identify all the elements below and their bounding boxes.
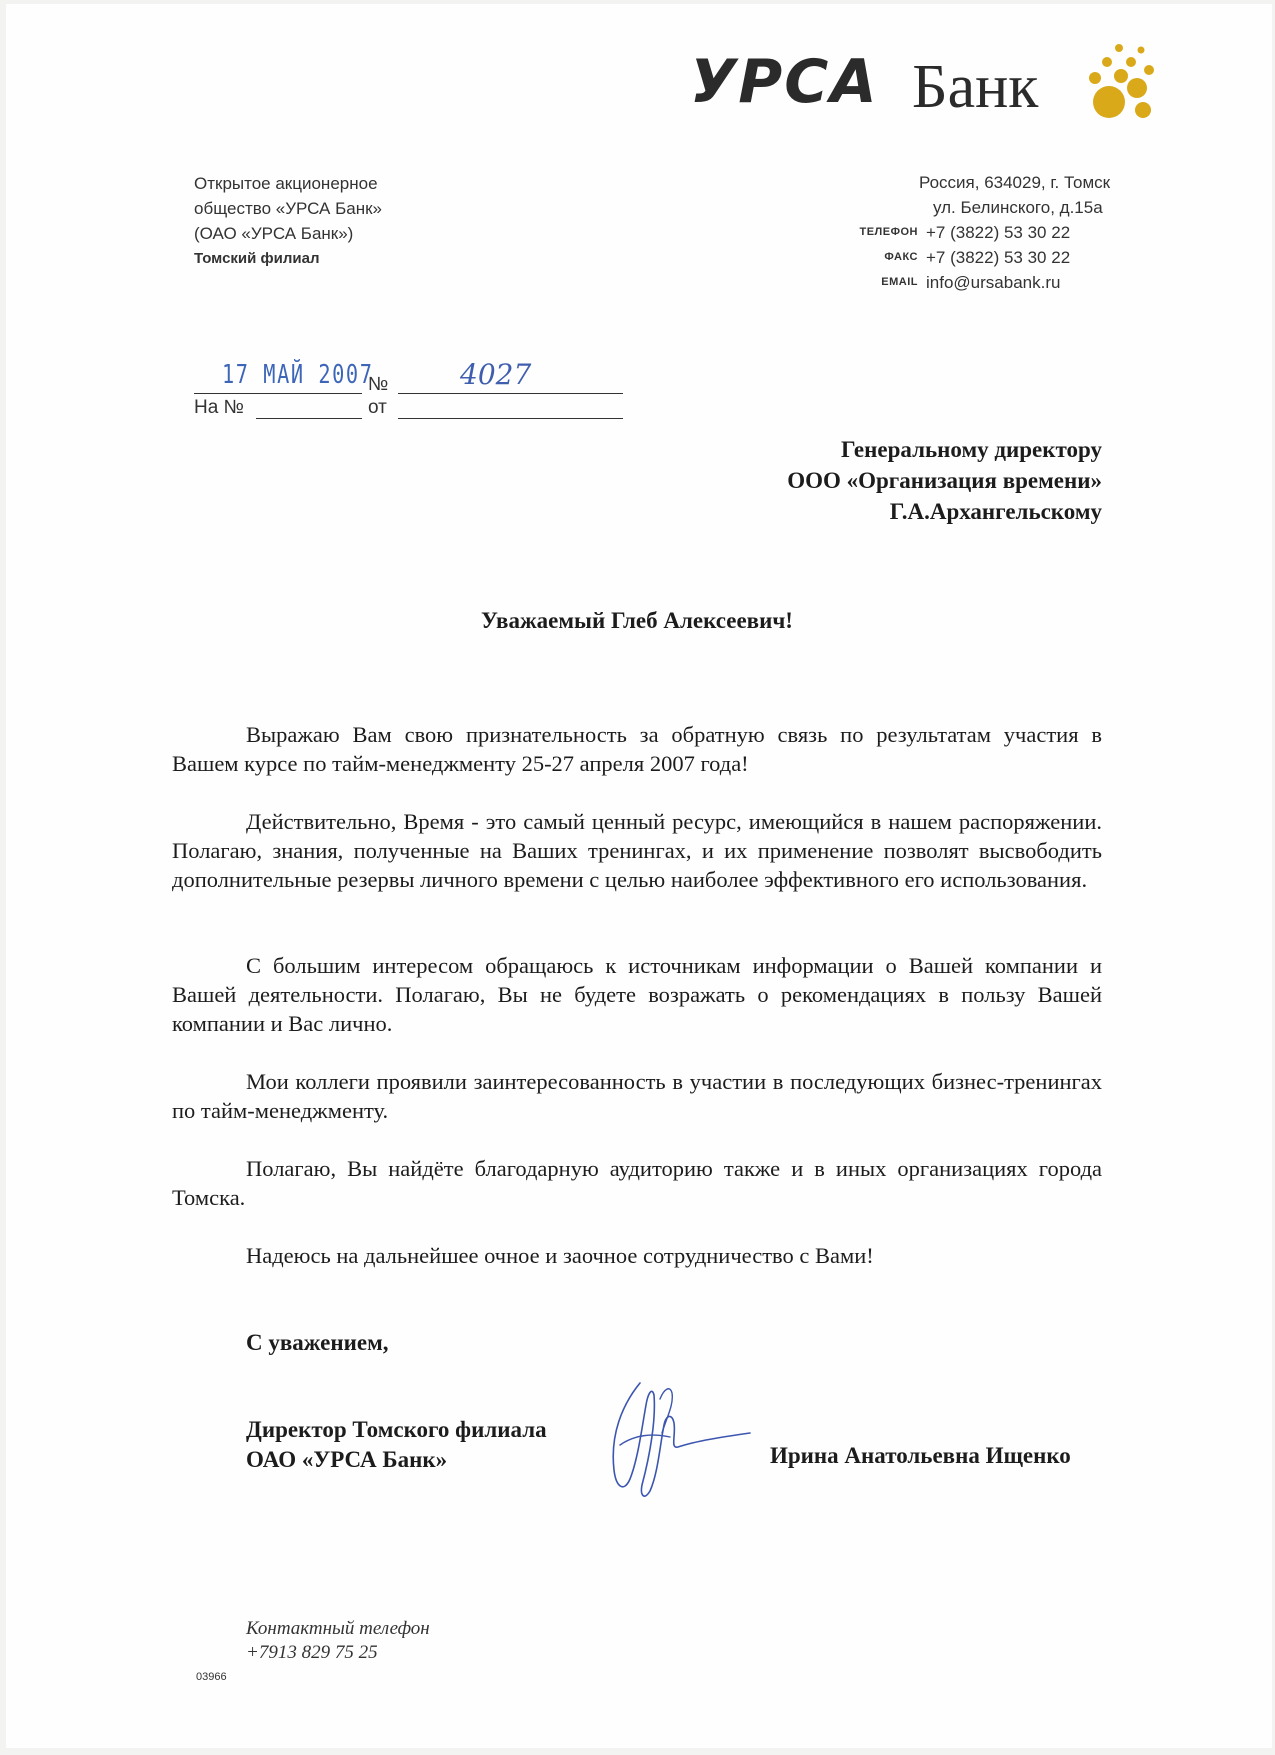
address-line: Россия, 634029, г. Томск — [919, 173, 1111, 192]
sender-line: Открытое акционерное — [194, 174, 378, 193]
closing-regards: С уважением, — [246, 1330, 389, 1355]
branch-name: Томский филиал — [194, 250, 320, 267]
reply-date-line — [398, 418, 623, 419]
phone-value: +7 (3822) 53 30 22 — [926, 223, 1071, 242]
sender-block — [194, 171, 382, 271]
address-line: ул. Белинского, д.15а — [933, 198, 1103, 217]
signature-icon — [600, 1375, 760, 1510]
email-label: EMAIL — [881, 276, 918, 288]
addressee-block — [680, 434, 1102, 527]
signatory-title-line: Директор Томского филиала — [246, 1417, 547, 1442]
number-line — [398, 393, 623, 394]
body-paragraph: Выражаю Вам свою признательность за обратную связь по результатам участия в Вашем курсе по тайм-менеджменту 25-27 апреля 2007 года! — [172, 722, 1102, 776]
logo-bank-text: Банк — [912, 53, 1039, 121]
contact-note-phone: +7913 829 75 25 — [246, 1642, 378, 1663]
addressee-line: Г.А.Архангельскому — [889, 499, 1102, 524]
phone-label: ТЕЛЕФОН — [859, 226, 918, 238]
date-stamp: 17 МАЙ 2007 — [222, 360, 374, 390]
ursa-logo-icon — [1075, 40, 1165, 130]
sender-line: общество «УРСА Банк» — [194, 199, 383, 218]
logo-ursa-text: УРСА — [690, 47, 879, 117]
date-line — [194, 393, 362, 394]
email-value: info@ursabank.ru — [926, 273, 1061, 292]
email-row — [840, 270, 1145, 295]
reply-date-label: от — [368, 397, 387, 418]
registration-number: 4027 — [460, 358, 532, 391]
addressee-line: ООО «Организация времени» — [787, 468, 1102, 493]
reply-number-label: На № — [194, 397, 244, 418]
signatory-title — [246, 1415, 547, 1475]
body-paragraph: С большим интересом обращаюсь к источникам информации о Вашей компании и Вашей деятельности. Полагаю, Вы не будете возражать о рекомендациях в пользу Вашей компании и Вас лично. — [172, 953, 1102, 1036]
contact-note-label: Контактный телефон — [246, 1618, 430, 1639]
reply-number-line — [256, 418, 362, 419]
sender-line: (ОАО «УРСА Банк») — [194, 224, 354, 243]
signatory-title-line: ОАО «УРСА Банк» — [246, 1447, 448, 1472]
number-label: № — [368, 374, 389, 395]
fax-row — [840, 245, 1145, 270]
addressee-line: Генеральному директору — [841, 437, 1102, 462]
contact-note — [246, 1617, 430, 1665]
phone-row — [840, 220, 1145, 245]
body-paragraph: Мои коллеги проявили заинтересованность в участии в последующих бизнес-тренингах по тайм-менеджменту. — [172, 1069, 1102, 1123]
salutation: Уважаемый Глеб Алексеевич! — [481, 608, 793, 633]
document-id: 03966 — [196, 1671, 227, 1683]
body-paragraph: Действительно, Время - это самый ценный ресурс, имеющийся в нашем распоряжении. Полагаю, знания, полученные на Ваших тренингах, и их применение позволят высвободить дополнительные резервы личного времени с целью наиболее эффективного его использования. — [172, 809, 1102, 892]
fax-label: ФАКС — [884, 251, 918, 263]
body-paragraph: Полагаю, Вы найдёте благодарную аудиторию также и в иных организациях города Томска. — [172, 1156, 1102, 1210]
body-paragraph: Надеюсь на дальнейшее очное и заочное сотрудничество с Вами! — [246, 1243, 874, 1268]
contacts-block — [840, 170, 1145, 295]
fax-value: +7 (3822) 53 30 22 — [926, 248, 1071, 267]
signatory-name: Ирина Анатольевна Ищенко — [770, 1443, 1071, 1468]
